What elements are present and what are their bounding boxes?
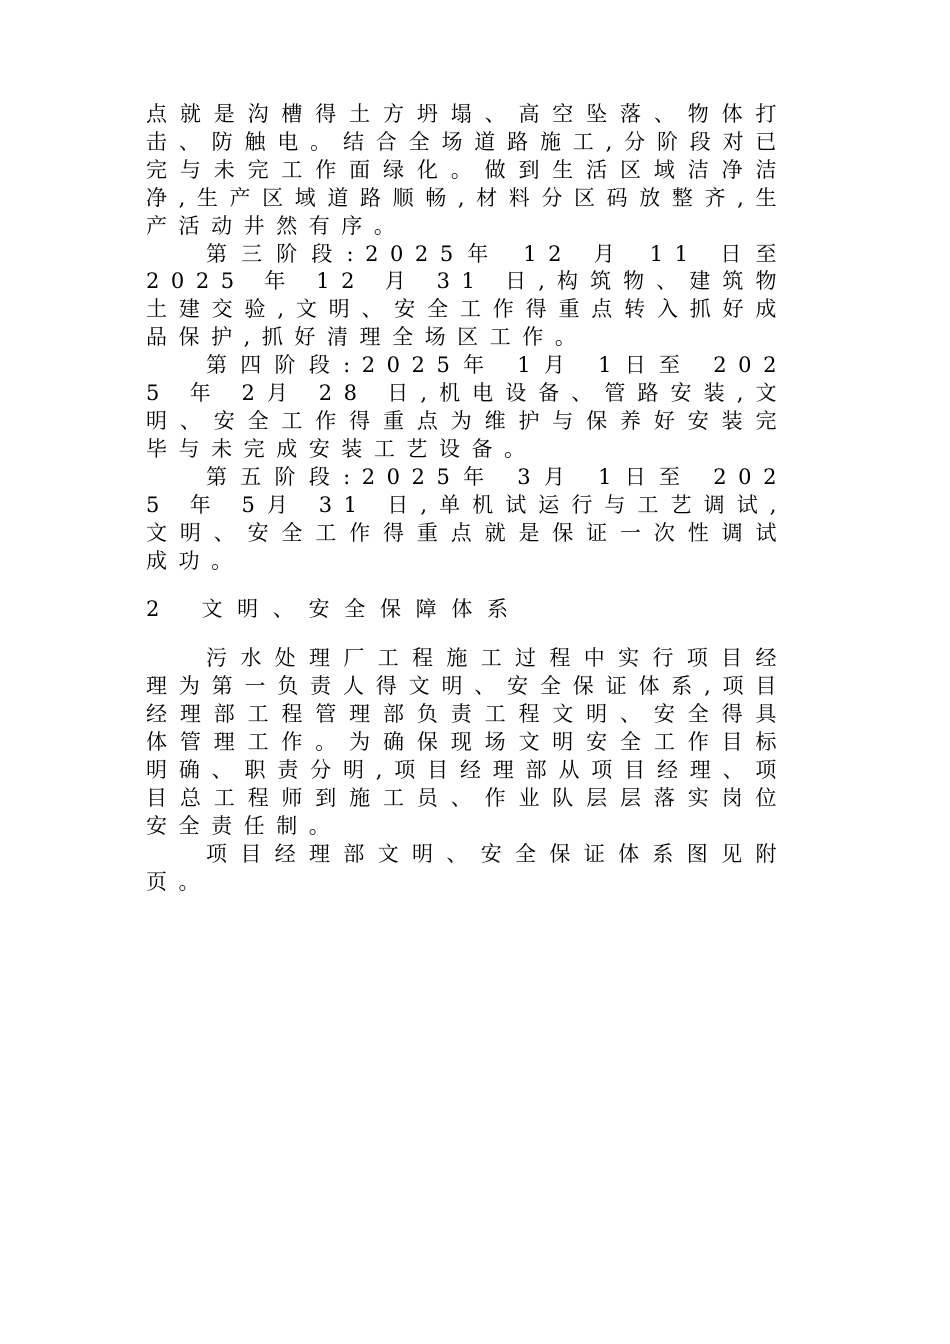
paragraph-safety-system: 污水处理厂工程施工过程中实行项目经理为第一负责人得文明、安全保证体系,项目经理部工程管理部负责工程文明、安全得具体管理工作。为确保现场文明安全工作目标明确、职责分明,项目经理部从项目经理、项目总工程师到施工员、作业队层层落实岗位安全责任制。 <box>146 646 788 838</box>
section-number: 2 <box>146 597 175 622</box>
paragraph-stage-three: 第三阶段:2025年 12 月 11 日至 2025 年 12 月 31 日,构筑物、建筑物土建交验,文明、安全工作得重点转入抓好成品保护,抓好清理全场区工作。 <box>146 241 788 350</box>
paragraph-continued: 点就是沟槽得土方坍塌、高空坠落、物体打击、防触电。结合全场道路施工,分阶段对已完与未完工作面绿化。做到生活区域洁净洁净,生产区域道路顺畅,材料分区码放整齐,生产活动井然有序。 <box>146 102 788 238</box>
paragraph-stage-four: 第四阶段:2025年 1月 1日至 2025 年 2月 28 日,机电设备、管路安装,文明、安全工作得重点为维护与保养好安装完毕与未完成安装工艺设备。 <box>146 353 788 461</box>
section-heading <box>146 595 788 623</box>
document-page <box>146 101 788 897</box>
section-title: 文明、安全保障体系 <box>201 597 523 622</box>
paragraph-stage-five: 第五阶段:2025年 3月 1日至 2025 年 5月 31 日,单机试运行与工艺调试,文明、安全工作得重点就是保证一次性调试成功。 <box>146 464 788 573</box>
paragraph-appendix-note: 项目经理部文明、安全保证体系图见附页。 <box>146 841 788 894</box>
